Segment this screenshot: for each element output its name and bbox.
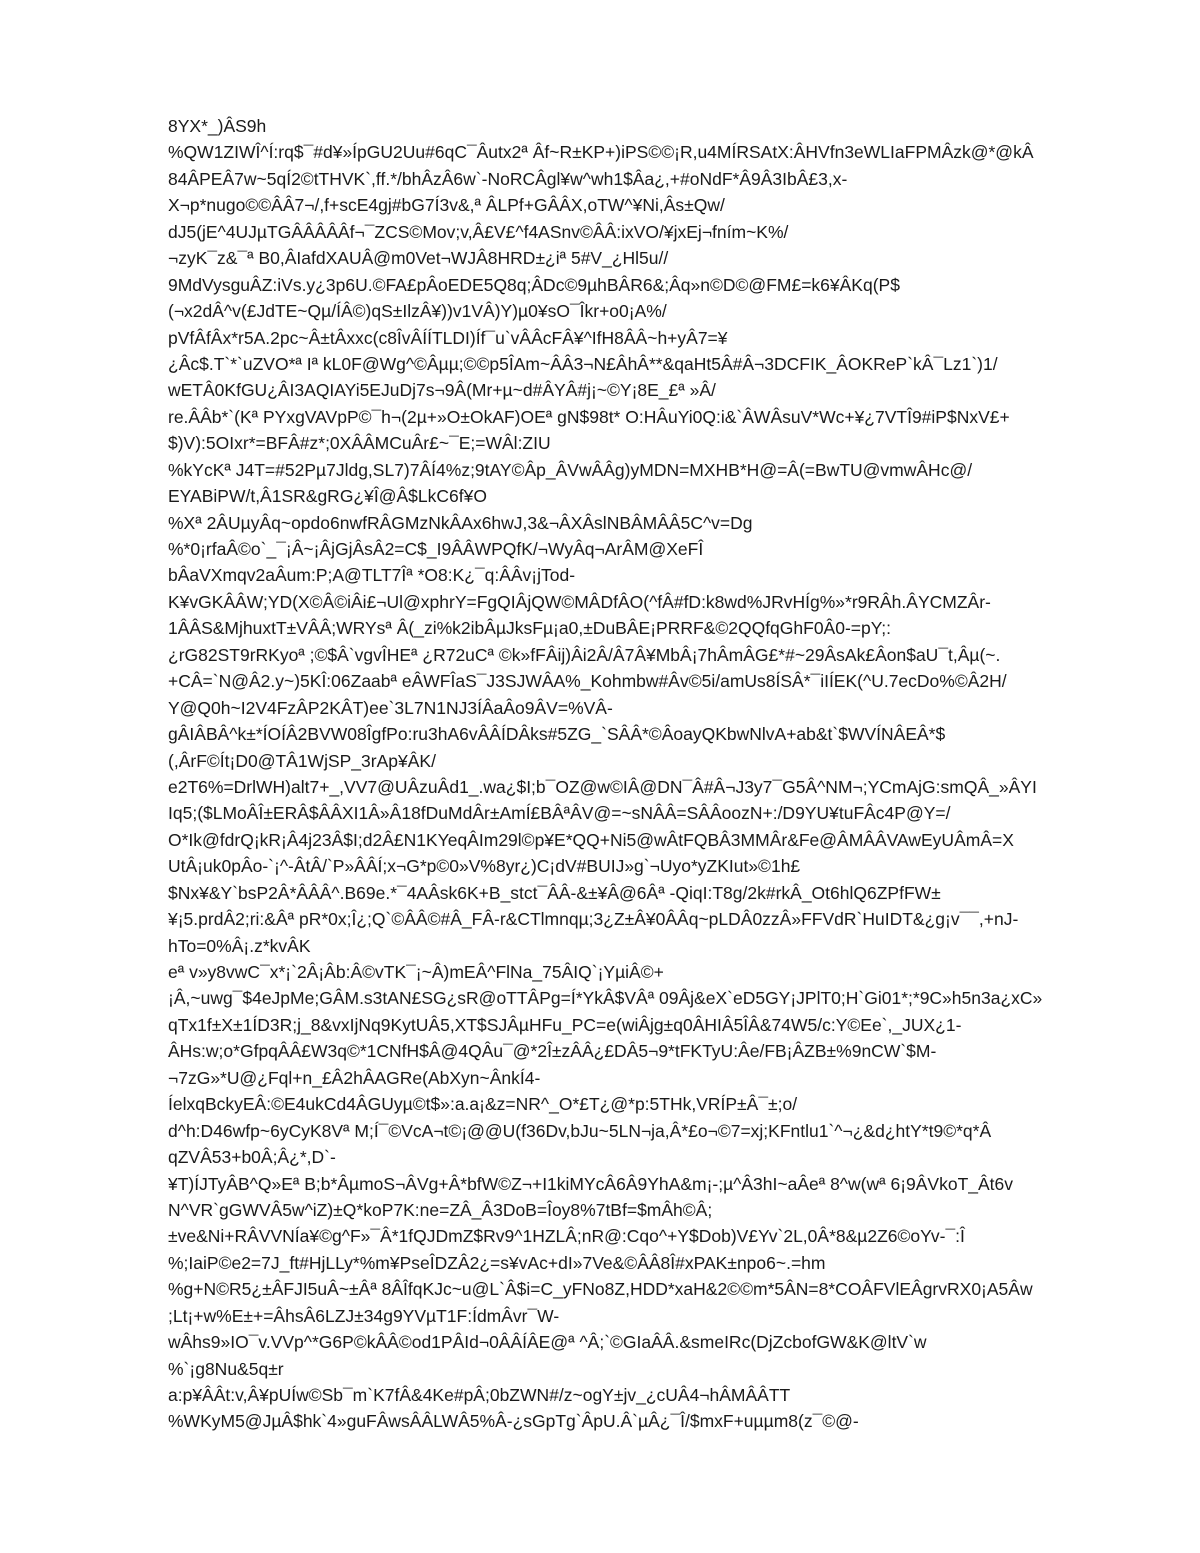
- text-line: 8YX*_)ÂS9h: [168, 116, 267, 136]
- text-line: +CÂ=`N@Â2.y~)5KÎ:06Zaabª eÂWFÎaS¯J3SJWÂA%_Kohmbw#Âv©5i/amUs8ÍSÂ*¯iIÍEK(^U.7ecDo%©Â2H/: [168, 671, 1007, 692]
- text-line: ¥T)ÍJTyÂB^Q»Eª B;b*ÂµmoS¬ÂVg+Â*bfW©Z¬+I1kiMYcÂ6Â9YhA&m¡-;µ^Â3hI~aÂeª 8^w(wª 6¡9ÂVkoT_Ât6v: [168, 1173, 1014, 1194]
- text-line: 1ÂÂS&MjhuxtT±VÂÂ;WRYsª Â(_zi%k2ibÂµJksFµ¡a0,±DuBÂE¡PRRF&©2QQfqGhF0Â0-=pY;:: [168, 618, 891, 639]
- text-line: $Nx¥&Y`bsP2Â*ÂÂÂ^.B69e.*¯4AÂsk6K+B_stct¯ÂÂ-&±¥Â@6Âª -QiqI:T8g/2k#rkÂ_Ot6hlQ6ZPfFW±: [168, 882, 941, 903]
- text-line: %Xª 2ÂUµyÂq~opdo6nwfRÂGMzNkÂAx6hwJ,3&¬ÂXÂslNBÂMÂÂ5C^v=Dg: [168, 512, 753, 533]
- text-line: %QW1ZIWÎ^Í:rq$¯#d¥»ÍpGU2Uu#6qC¯Âutx2ª Âf~R±KP+)iPS©©¡R,u4MÍRSAtX:ÂHVfn3eWLIaFPMÂzk@*@kÂ: [168, 142, 1034, 163]
- text-line: bÂaVXmqv2aÂum:P;A@TLT7Îª *O8:K¿¯q:ÂÂv¡jTod-: [168, 565, 576, 586]
- text-line: ¬7zG»*U@¿Fql+n_£Â2hÂAGRe(AbXyn~ÂnkÍ4-: [168, 1067, 541, 1088]
- text-line: re.ÂÂb*`(Kª PYxgVAVpP©¯h¬(2µ+»O±OkAF)OEª gN$98t* O:HÂuYi0Q:i&`ÂWÂsuV*Wc+¥¿7VTÎ9#iP$NxV£+: [168, 406, 1010, 427]
- text-line: K¥vGKÂÂW;YD(X©Â©iÂi£¬Ul@xphrY=FgQIÂjQW©MÂDfÂO(^fÂ#fD:k8wd%JRvHÍg%»*r9RÂh.ÂYCMZÂr-: [168, 591, 991, 612]
- text-line: hTo=0%Â¡.z*kvÂK: [168, 935, 311, 956]
- text-line: Iq5;($LMoÂÎ±ERÂ$ÂÂXI1Â»Â18fDuMdÂr±AmÍ£BÂªÂV@=~sNÂÂ=SÂÂoozN+:/D9YU¥tuFÂc4P@Y=/: [168, 803, 951, 824]
- text-line: (,ÂrF©Ít¡D0@TÂ1WjSP_3rAp¥ÂK/: [168, 750, 436, 771]
- text-line: %`¡g8Nu&5q±r: [168, 1358, 284, 1379]
- text-line: ¿rG82ST9rRKyoª ;©$Â`vgvÎHEª ¿R72uCª ©k»fFÂij)Âi2Â/Â7Â¥MbÂ¡7hÂmÂG£*#~29ÂsAk£Âon$aU¯t,Âµ(~.: [168, 644, 1001, 665]
- text-line: ÂHs:w;o*GfpqÂÂ£W3q©*1CNfH$Â@4QÂu¯@*2Î±zÂÂ¿£DÂ5¬9*tFKTyU:Âe/FB¡ÂZB±%9nCW`$M-: [168, 1041, 937, 1062]
- text-line: UtÂ¡uk0pÂo-`¡^-ÂtÂ/`P»ÂÂÍ;x¬G*p©0»V%8yr¿)C¡dV#BUIJ»g`¬Uyo*yZKIut»©1h£: [168, 856, 801, 877]
- text-line: qZVÂ53+b0Â;Â¿*,D`-: [168, 1147, 336, 1168]
- text-line: d^h:D46wfp~6yCyK8Vª M;Í¯©VcA¬t©¡@@U(f36Dv,bJu~5LN¬ja,Â*£o¬©7=xj;KFntlu1`^¬¿&d¿htY*t9©*q*Â: [168, 1120, 992, 1141]
- text-line: %;IaiP©e2=7J_ft#HjLLy*%m¥PseÎDZÂ2¿=s¥vAc+dI»7Ve&©ÂÂ8Î#xPAK±npo6~.=hm: [168, 1252, 826, 1273]
- text-line: EYABiPW/t,Â1SR&gRG¿¥Î@Â$LkC6f¥O: [168, 486, 487, 507]
- text-line: ¬zyK¯z&¯ª B0,ÂIafdXAUÂ@m0Vet¬WJÂ8HRD±¿iª 5#V_¿Hl5u//: [168, 248, 669, 269]
- text-line: ¿Âc$.T`*`uZVO*ª Iª kL0F@Wg^©Âµµ;©©p5ÎAm~ÂÂ3¬N£ÂhÂ**&qaHt5Â#Â¬3DCFIK_ÂOKReP`kÂ¯Lz1`)1/: [168, 353, 998, 374]
- text-line: eª v»y8vwC¯x*¡`2Â¡Âb:Â©vTK¯¡~Â)mEÂ^FlNa_75ÂIQ`¡YµiÂ©+: [168, 962, 664, 982]
- text-line: wÂhs9»IO¯v.VVp^*G6P©kÂÂ©od1PÂId¬0ÂÂÍÂE@ª ^Â;`©GIaÂÂ.&smeIRc(DjZcbofGW&K@ltV`w: [168, 1332, 927, 1353]
- text-line: X¬p*nugo©©ÂÂ7¬/,f+scE4gj#bG7Í3v&,ª ÂLPf+GÂÂX,oTW^¥Ni,Âs±Qw/: [168, 195, 725, 216]
- text-line: pVfÂfÂx*r5A.2pc~Â±tÂxxc(c8ÎvÂÍÍTLDI)Íf¯u`vÂÂcFÂ¥^IfH8ÂÂ~h+yÂ7=¥: [168, 327, 728, 348]
- text-line: N^VR`gGWVÂ5w^iZ)±Q*koP7K:ne=ZÂ_Â3DoB=Îoy8%7tBf=$mÂh©Â;: [168, 1199, 713, 1220]
- text-line: qTx1f±X±1ÍD3R;j_8&vxIjNq9KytUÂ5,XT$SJÂµHFu_PC=e(wiÂjg±q0ÂHIÂ5ÎÂ&74W5/c:Y©Ee`,_JUX¿1-: [168, 1014, 962, 1035]
- text-line: gÂIÂBÂ^k±*ÍOÍÂ2BVW08ÎgfPo:ru3hA6vÂÂÍDÂks#5ZG_`SÂÂ*©ÂoayQKbwNlvA+ab&t`$WVÍNÂEÂ*$: [168, 724, 946, 745]
- text-line: 9MdVysguÂZ:iVs.y¿3p6U.©FA£pÂoEDE5Q8q;ÂDc©9µhBÂR6&;Âq»n©D©@FM£=k6¥ÂKq(P$: [168, 274, 900, 295]
- text-line: wETÂ0KfGU¿ÂI3AQIAYi5EJuDj7s¬9Â(Mr+µ~d#ÂYÂ#j¡~©Y¡8E_£ª »Â/: [168, 380, 716, 401]
- text-line: %*0¡rfaÂ©o`_¯¡Â~¡ÂjGjÂsÂ2=C$_I9ÂÂWPQfK/¬WyÂq¬ArÂM@XeFÎ: [168, 539, 704, 559]
- text-line: ¡Â,~uwg¯$4eJpMe;GÂM.s3tAN£SG¿sR@oTTÂPg=Í*YkÂ$VÂª 09Âj&eX`eD5GY¡JPlT0;H`Gi01*;*9C»h5n3a¿xC»: [168, 988, 1043, 1009]
- text-line: e2T6%=DrlWH)alt7+_,VV7@UÂzuÂd1_.wa¿$I;b¯OZ@w©IÂ@DN¯Â#Â¬J3y7¯G5Â^NM¬;YCmAjG:smQÂ_»ÂYI: [168, 776, 1037, 797]
- text-line: %WKyM5@JµÂ$hk`4»guFÂwsÂÂLWÂ5%Â-¿sGpTg`ÂpU.Â`µÂ¿¯Î/$mxF+uµµm8(z¯©@-: [168, 1411, 859, 1432]
- text-line: %kYcKª J4T=#52Pµ7Jldg,SL7)7ÂÍ4%z;9tAY©Âp_ÂVwÂÂg)yMDN=MXHB*H@=Â(=BwTU@vmwÂHc@/: [168, 459, 973, 480]
- text-line: $)V):5OIxr*=BFÂ#z*;0XÂÂMCuÂr£~¯E;=WÂl:ZIU: [168, 433, 551, 454]
- document-body: [168, 113, 1128, 1461]
- text-line: O*Ik@fdrQ¡kR¡Â4j23Â$I;d2Â£N1KYeqÂIm29l©p¥E*QQ+Ni5@wÂtFQBÂ3MMÂr&Fe@ÂMÂÂVAwEyUÂmÂ=X: [168, 829, 1014, 850]
- text-line: ÍelxqBckyEÂ:©E4ukCd4ÂGUyµ©t$»:a.a¡&z=NR^_O*£T¿@*p:5THk,VRÍP±Â¯±;o/: [168, 1094, 798, 1115]
- text-line: (¬x2dÂ^v(£JdTE~Qµ/ÍÂ©)qS±IlzÂ¥))v1VÂ)Y)µ0¥sO¯Îkr+o0¡A%/: [168, 301, 667, 322]
- text-line: dJ5(jE^4UJµTGÂÂÂÂÂf¬¯ZCS©Mov;v,Â£V£^f4ASnv©ÂÂ:ixVO/¥jxEj¬fním~K%/: [168, 221, 789, 242]
- text-line: a:p¥ÂÂt:v,Â¥pUÍw©Sb¯m`K7fÂ&4Ke#pÂ;0bZWN#/z~ogY±jv_¿cUÂ4¬hÂMÂÂTT: [168, 1385, 791, 1405]
- text-line: ¥¡5.prdÂ2;ri:&Âª pR*0x;Î¿;Q`©ÂÂ©#Â_FÂ-r&CTlmnqµ;3¿Z±Â¥0ÂÂq~pLDÂ0zzÂ»FFVdR`HuIDT&¿g¡v¯¯,+nJ-: [168, 909, 1019, 930]
- text-line: Y@Q0h~I2V4FzÂP2KÂT)ee`3L7N1NJ3ÍÂaÂo9ÂV=%VÂ-: [168, 697, 613, 718]
- text-line: [168, 1435, 1128, 1461]
- text-line: ;Lt¡+w%E±+=ÂhsÂ6LZJ±34g9YVµT1F:ÍdmÂvr¯W-: [168, 1305, 560, 1326]
- text-line: 84ÂPEÂ7w~5qÍ2©tTHVK`,ff.*/bhÂzÂ6w`-NoRCÂgl¥w^wh1$Âa¿,+#oNdF*Â9Â3IbÂ£3,x-: [168, 168, 848, 189]
- text-line: ±ve&Ni+RÂVVNÍa¥©g^F»¯Â*1fQJDmZ$Rv9^1HZLÂ;nR@:Cqo^+Y$Dob)V£Yv`2L,0Â*8&µ2Z6©oYv-¯:Î: [168, 1226, 965, 1247]
- text-line: %g+N©R5¿±ÂFJI5uÂ~±Âª 8ÂÎfqKJc~u@L`Â$i=C_yFNo8Z,HDD*xaH&2©©m*5ÂN=8*COÂFVlEÂgrvRX0¡A5Âw: [168, 1279, 1033, 1300]
